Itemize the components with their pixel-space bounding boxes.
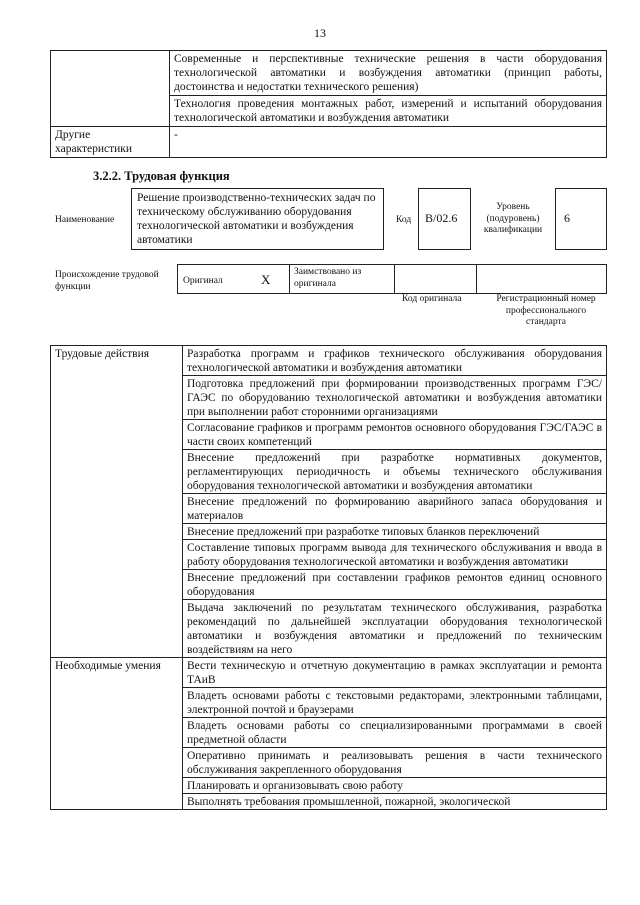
table-row — [51, 127, 607, 158]
action-item: Внесение предложений при разработке типовых бланков переключений — [183, 524, 607, 540]
borrowed-label: Заимствовано из оригинала — [294, 267, 362, 289]
origin-label: Происхождение трудовой функции — [55, 270, 159, 292]
code-original-cell — [394, 264, 477, 294]
name-value: Решение производственно-технических задач по техническому обслуживанию оборудования технологической автоматики и возбуждения автоматики — [137, 192, 376, 246]
reg-number-caption: Регистрационный номер профессионального стандарта — [496, 294, 596, 327]
action-item: Внесение предложений по формированию аварийного запаса оборудования и материалов — [183, 494, 607, 524]
action-item: Внесение предложений при составлении графиков ремонтов единиц основного оборудования — [183, 570, 607, 600]
original-mark: X — [261, 272, 271, 287]
skill-item: Планировать и организовывать свою работу — [183, 778, 607, 794]
skill-item: Владеть основами работы с текстовыми редакторами, электронными таблицами, электронной почтой и браузерами — [183, 688, 607, 718]
level-value: 6 — [564, 211, 570, 225]
row-label: Другие характеристики — [51, 127, 170, 158]
table-cell: Технология проведения монтажных работ, измерений и испытаний оборудования технологической автоматики и возбуждения автоматики — [170, 96, 607, 127]
actions-label: Трудовые действия — [51, 346, 183, 658]
level-label: Уровень (подуровень) квалификации — [483, 202, 543, 235]
skill-item: Вести техническую и отчетную документацию в рамках эксплуатации и ремонта ТАиВ — [183, 658, 607, 688]
main-table — [50, 345, 607, 810]
code-value: B/02.6 — [425, 211, 458, 225]
table-cell: - — [170, 127, 607, 158]
row-label — [51, 51, 170, 127]
table-row — [51, 346, 607, 376]
page-number: 13 — [314, 26, 326, 40]
action-item: Выдача заключений по результатам технического обслуживания, разработка рекомендаций по дальнейшей эксплуатации оборудования технологической автоматики и возбуждения автоматики и предложений по техническим воздействиям на него — [183, 600, 607, 658]
name-label: Наименование — [55, 215, 115, 225]
action-item: Подготовка предложений при формировании производственных программ ГЭС/ГАЭС по оборудованию технологической автоматики и возбуждения автоматики при выполнении работ сторонними организациями — [183, 376, 607, 420]
original-label: Оригинал — [183, 276, 223, 286]
table-row — [51, 51, 607, 96]
action-item: Согласование графиков и программ ремонтов основного оборудования ГЭС/ГАЭС в части своих компетенций — [183, 420, 607, 450]
action-item: Составление типовых программ вывода для технического обслуживания и ввода в работу оборудования технологической автоматики и возбуждения автоматики — [183, 540, 607, 570]
table-row — [51, 658, 607, 688]
action-item: Разработка программ и графиков технического обслуживания оборудования технологической автоматики и возбуждения автоматики — [183, 346, 607, 376]
top-table — [50, 50, 607, 158]
level-box — [555, 188, 607, 250]
action-item: Внесение предложений при разработке нормативных документов, регламентирующих периодичность и объемы технического обслуживания оборудования технологической автоматики и возбуждения автоматики — [183, 450, 607, 494]
skill-item: Владеть основами работы со специализированными программами в своей предметной области — [183, 718, 607, 748]
table-cell: Современные и перспективные технические решения в части оборудования технологической автоматики и возбуждения автоматики (принцип работы, достоинства и недостатки технического решения) — [170, 51, 607, 96]
name-box — [131, 188, 384, 250]
code-original-caption: Код оригинала — [402, 294, 462, 304]
code-box — [418, 188, 471, 250]
section-heading: 3.2.2. Трудовая функция — [93, 169, 230, 183]
skills-label: Необходимые умения — [51, 658, 183, 810]
skill-item: Оперативно принимать и реализовывать решения в части технического обслуживания закрепленного оборудования — [183, 748, 607, 778]
code-label: Код — [396, 215, 412, 225]
skill-item: Выполнять требования промышленной, пожарной, экологической — [183, 794, 607, 810]
